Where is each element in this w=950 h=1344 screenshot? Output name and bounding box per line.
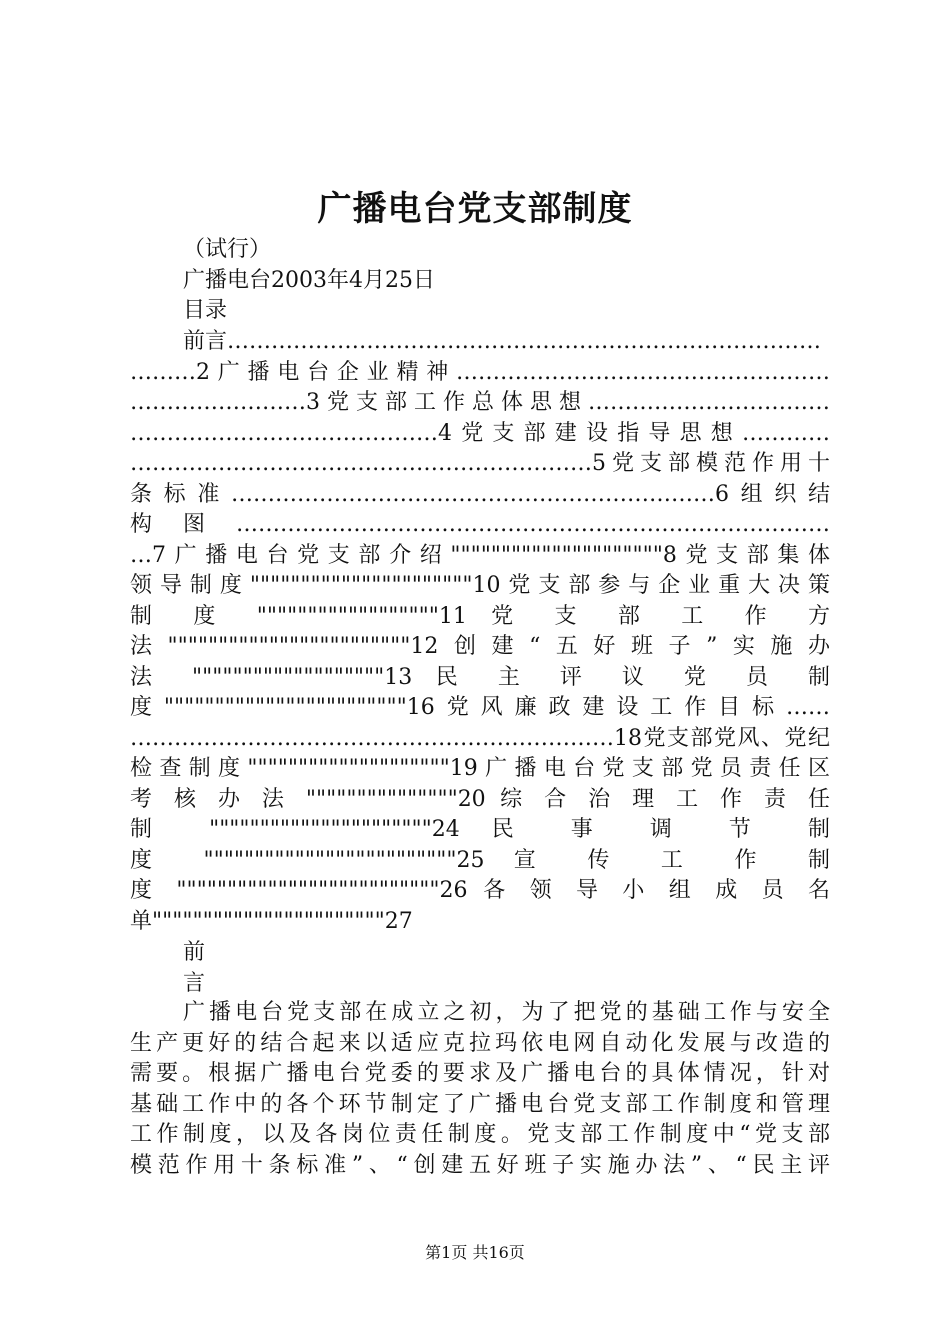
preface-heading [183,938,205,999]
toc-line: 度 """""""""""""""""""""""""25 宣 传 工 作 制 [130,847,830,873]
toc-heading: 目录 [183,298,228,323]
body-line: 生产更好的结合起来以适应克拉玛依电网自动化发展与改造的 [130,1030,830,1056]
toc-line: ………2广播电台企业精神…………………………………………… [130,359,830,385]
document-subtitle: （试行） [183,237,272,262]
toc-line: ……………………3党支部工作总体思想…………………………… [130,390,830,415]
toc-line: 度 """"""""""""""""""""""""""26 各 领 导 小 组 成 员 名 [130,878,830,903]
table-of-contents [130,327,830,937]
toc-line: 度""""""""""""""""""""""""16党风廉政建设工作目标…… [130,695,830,720]
toc-line: 条标准…………………………………………………………6组织结 [130,481,830,507]
document-header [183,235,833,327]
document-title: 广播电台党支部制度 [317,189,633,229]
toc-line: 制 """"""""""""""""""""""24 民 事 调 节 制 [130,817,830,842]
preface-heading-char: 前 [183,940,206,965]
toc-line: 前言……………………………………………………………………… [183,329,822,354]
toc-line: 领导制度""""""""""""""""""""""10党支部参与企业重大决策 [130,573,830,598]
body-line: 广播电台党支部在成立之初，为了把党的基础工作与安全 [183,1000,830,1025]
toc-line: 制 度 """"""""""""""""""11 党 支 部 工 作 方 [130,603,830,629]
toc-line: 法 """""""""""""""""""13 民 主 评 议 党 员 制 [130,664,830,690]
toc-line: ……………………………………4党支部建设指导思想………… [130,420,830,446]
toc-line: 法""""""""""""""""""""""""12创建“五好班子”实施办 [130,634,830,659]
toc-line: 考 核 办 法 """""""""""""""20 综 合 治 理 工 作 责 任 [130,786,830,812]
body-line: 基础工作中的各个环节制定了广播电台党支部工作制度和管理 [130,1091,830,1117]
toc-line: …………………………………………………………18党支部党风、党纪 [130,725,830,751]
toc-line: …7广播电台党支部介绍"""""""""""""""""""""8党支部集体 [130,542,830,568]
toc-line: 构图……………………………………………………………………… [130,512,830,537]
preface-body [130,998,830,1181]
body-line: 需要。根据广播电台党委的要求及广播电台的具体情况，针对 [130,1061,830,1086]
toc-line: 检查制度""""""""""""""""""""19广播电台党支部党员责任区 [130,756,830,781]
preface-heading-char: 言 [183,970,206,996]
toc-line: 单"""""""""""""""""""""""27 [130,908,413,934]
toc-line: ………………………………………………………5党支部模范作用十 [130,451,830,476]
body-line: 模范作用十条标准”、“创建五好班子实施办法”、“民主评 [130,1152,830,1178]
issuer-date: 广播电台2003年4月25日 [183,267,435,293]
body-line: 工作制度，以及各岗位责任制度。党支部工作制度中“党支部 [130,1122,830,1147]
page-footer: 第1页 共16页 [425,1243,525,1262]
